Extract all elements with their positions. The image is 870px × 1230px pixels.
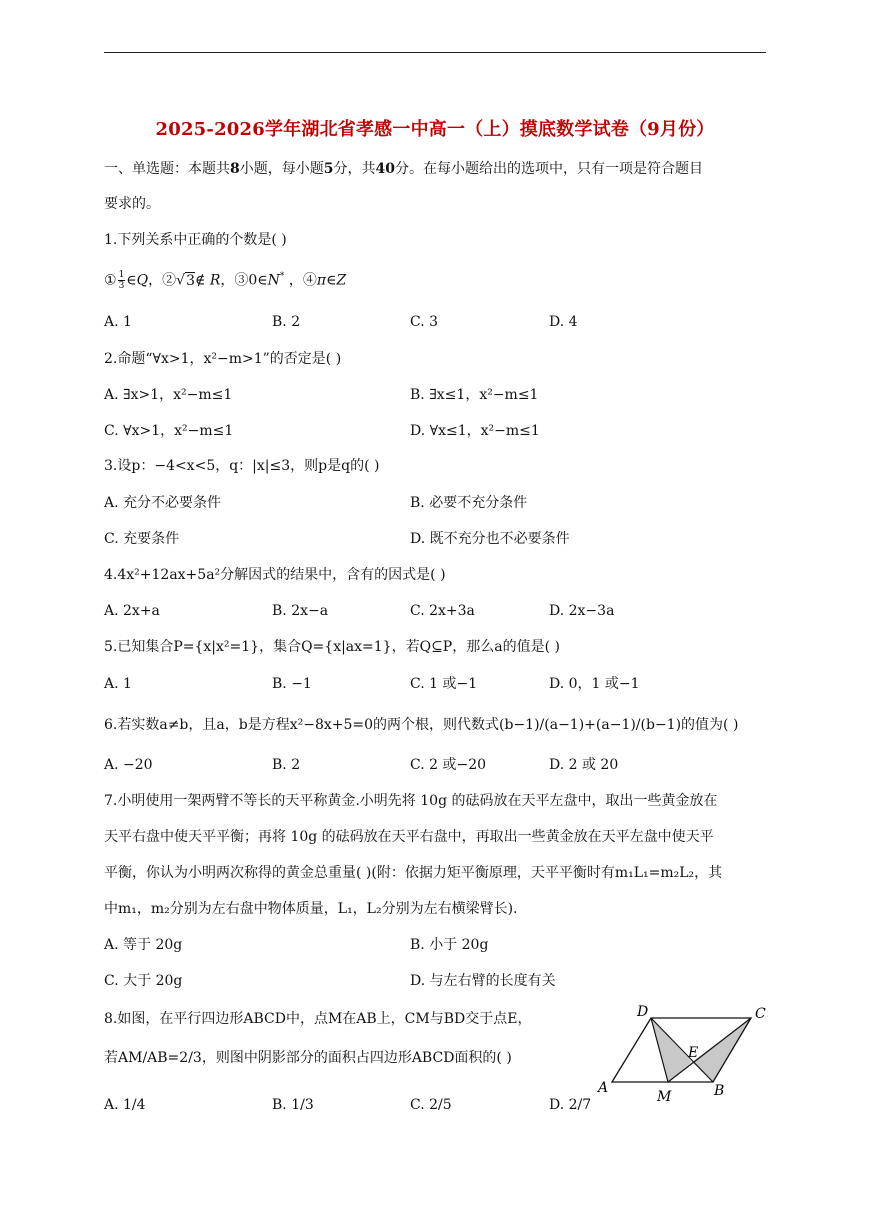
q7-line-4: 中m₁，m₂分别为左右盘中物体质量，L₁，L₂分别为左右横梁臂长).: [104, 901, 518, 917]
q7-line-2: 天平右盘中使天平平衡；再将 10g 的砝码放在天平右盘中，再取出一些黄金放在天平左盘中使天平: [104, 829, 714, 845]
q2-option-b[interactable]: B. ∃x≤1，x²−m≤1: [410, 387, 539, 403]
fraction: $\frac{1}{3}$: [118, 270, 125, 291]
q3-option-a[interactable]: A. 充分不必要条件: [104, 495, 222, 511]
label-a: A: [598, 1080, 609, 1096]
q1-option-a[interactable]: A. 1: [104, 314, 132, 330]
q8-option-b[interactable]: B. 1/3: [272, 1097, 314, 1113]
section-header-line1: [104, 160, 703, 178]
q8-option-a[interactable]: A. 1/4: [104, 1097, 146, 1113]
q7-option-d[interactable]: D. 与左右臂的长度有关: [410, 973, 556, 989]
q5-option-d[interactable]: D. 0，1 或−1: [549, 676, 640, 692]
q3-stem: 3.设p：−4<x<5，q：|x|≤3，则p是q的( ): [104, 458, 380, 474]
q5-stem: 5.已知集合P={x|x²=1}，集合Q={x|ax=1}，若Q⊆P，那么a的值是( ): [104, 639, 560, 655]
section-score: 5: [323, 161, 334, 177]
q1-stem: 1.下列关系中正确的个数是( ): [104, 232, 287, 248]
q8-line-2: 若AM/AB=2/3，则图中阴影部分的面积占四边形ABCD面积的( ): [104, 1050, 512, 1066]
label-c: C: [755, 1006, 766, 1022]
q7-option-b[interactable]: B. 小于 20g: [410, 937, 489, 953]
section-text: 分，共: [333, 161, 376, 177]
label-e: E: [688, 1045, 699, 1061]
q5-option-a[interactable]: A. 1: [104, 676, 132, 692]
section-text: 一、单选题：本题共: [104, 161, 230, 177]
header-rule: [104, 52, 766, 53]
page-title: 2025-2026学年湖北省孝感一中高一（上）摸底数学试卷（9月份）: [155, 119, 715, 140]
section-count: 8: [230, 161, 240, 177]
parallelogram-figure: [592, 1000, 772, 1110]
q6-option-a[interactable]: A. −20: [104, 757, 153, 773]
q7-line-3: 平衡，你认为小明两次称得的黄金总重量( )(附：依据力矩平衡原理，天平平衡时有m₁L₁=m₂L₂，其: [104, 865, 723, 881]
label-d: D: [637, 1004, 649, 1020]
q8-option-c[interactable]: C. 2/5: [410, 1097, 452, 1113]
q3-option-c[interactable]: C. 充要条件: [104, 531, 180, 547]
q6-option-c[interactable]: C. 2 或−20: [410, 757, 487, 773]
q2-option-c[interactable]: C. ∀x>1，x²−m≤1: [104, 423, 234, 439]
q7-line-1: 7.小明使用一架两臂不等长的天平称黄金.小明先将 10g 的砝码放在天平左盘中，取出一些黄金放在: [104, 793, 718, 809]
q3-option-b[interactable]: B. 必要不充分条件: [410, 495, 528, 511]
q5-option-b[interactable]: B. −1: [272, 676, 312, 692]
q6-stem: 6.若实数a≠b，且a，b是方程x²−8x+5=0的两个根，则代数式(b−1)/(a−1)+(a−1)/(b−1)的值为( ): [104, 717, 739, 733]
q2-stem: 2.命题“∀x>1，x²−m>1”的否定是( ): [104, 351, 342, 367]
label-m: M: [657, 1089, 672, 1105]
q4-stem: 4.4x²+12ax+5a²分解因式的结果中，含有的因式是( ): [104, 567, 446, 583]
shaded-triangle-dme: [651, 1018, 692, 1082]
label-b: B: [714, 1083, 725, 1099]
shaded-triangle-ebc: [692, 1018, 751, 1082]
section-total: 40: [375, 161, 395, 177]
q4-option-d[interactable]: D. 2x−3a: [549, 603, 615, 619]
q4-option-c[interactable]: C. 2x+3a: [410, 603, 475, 619]
q2-option-a[interactable]: A. ∃x>1，x²−m≤1: [104, 387, 233, 403]
q1-option-c[interactable]: C. 3: [410, 314, 439, 330]
q7-option-a[interactable]: A. 等于 20g: [104, 937, 183, 953]
q1-option-b[interactable]: B. 2: [272, 314, 301, 330]
q7-option-c[interactable]: C. 大于 20g: [104, 973, 183, 989]
q1-statements: ① $\frac{1}{3}$ ∈Q，②√3∉ R，③0∈N* ，④π∈Z: [104, 270, 347, 291]
q8-line-1: 8.如图，在平行四边形ABCD中，点M在AB上，CM与BD交于点E，: [104, 1011, 532, 1027]
q2-option-d[interactable]: D. ∀x≤1，x²−m≤1: [410, 423, 540, 439]
q3-option-d[interactable]: D. 既不充分也不必要条件: [410, 531, 570, 547]
q8-option-d[interactable]: D. 2/7: [549, 1097, 592, 1113]
section-header-line2: 要求的。: [104, 196, 160, 212]
section-text: 分。在每小题给出的选项中，只有一项是符合题目: [394, 161, 703, 177]
q4-option-a[interactable]: A. 2x+a: [104, 603, 160, 619]
q1-option-d[interactable]: D. 4: [549, 314, 578, 330]
q4-option-b[interactable]: B. 2x−a: [272, 603, 329, 619]
q5-option-c[interactable]: C. 1 或−1: [410, 676, 478, 692]
q6-option-d[interactable]: D. 2 或 20: [549, 757, 619, 773]
section-text: 小题，每小题: [239, 161, 324, 177]
q6-option-b[interactable]: B. 2: [272, 757, 301, 773]
